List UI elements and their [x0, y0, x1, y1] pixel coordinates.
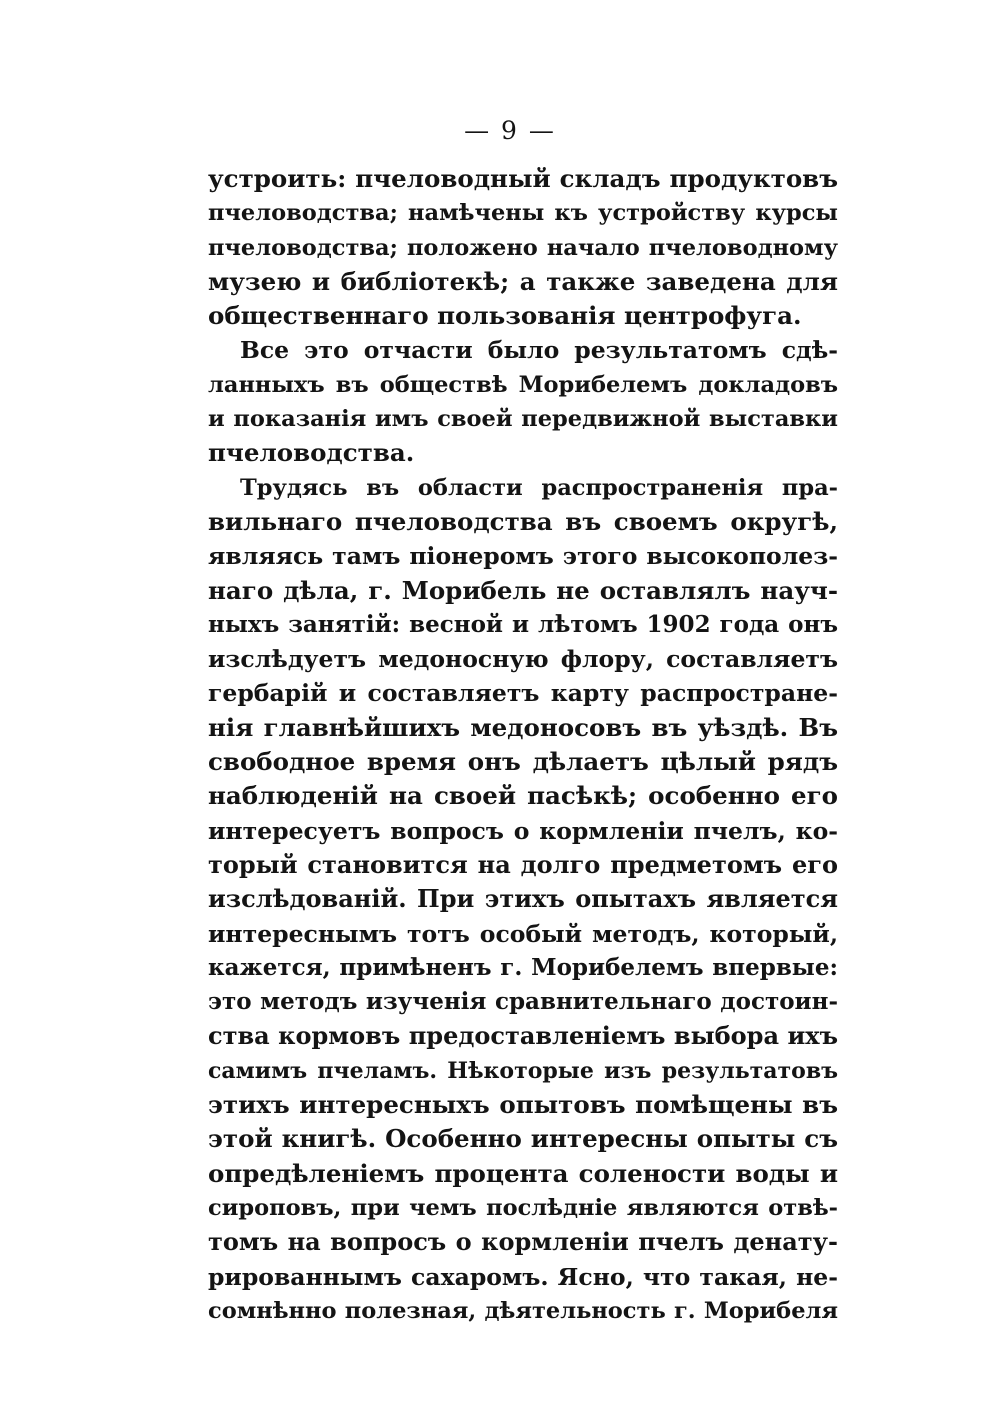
text-line: пчеловодства. [208, 438, 415, 468]
text-line: нія главнѣйшихъ медоносовъ въ уѣздѣ. Въ [208, 712, 838, 742]
text-line: томъ на вопросъ о кормленіи пчелъ денату- [208, 1227, 838, 1257]
text-line: общественнаго пользованія центрофуга. [208, 301, 802, 331]
text-line: изслѣдованій. При этихъ опытахъ является [208, 884, 838, 914]
paragraph-1 [208, 162, 838, 333]
text-line: являясь тамъ піонеромъ этого высокополез- [208, 542, 838, 571]
text-line: ланныхъ въ обществѣ Морибелемъ докладовъ [208, 371, 838, 398]
text-line: кажется, примѣненъ г. Морибелемъ впервые: [208, 953, 838, 981]
text-line: ныхъ занятій: весной и лѣтомъ 1902 года онъ [208, 610, 838, 638]
text-line: сироповъ, при чемъ послѣдніе являются отвѣ- [208, 1194, 838, 1221]
text-line: музею и библіотекѣ; а также заведена для [208, 266, 838, 296]
text-line: этой книгѣ. Особенно интересны опыты съ [208, 1124, 838, 1154]
text-line: и показанія имъ своей передвижной выставки [208, 406, 838, 433]
paragraph-3 [208, 471, 838, 1328]
body-text [208, 162, 838, 1328]
text-line: пчеловодства; положено начало пчеловодному [208, 234, 838, 261]
text-line: устроить: пчеловодный складъ продуктовъ [208, 164, 838, 193]
text-line: это методъ изученія сравнительнаго достоин- [208, 988, 838, 1016]
text-line: рированнымъ сахаромъ. Ясно, что такая, не- [208, 1262, 838, 1291]
text-line: вильнаго пчеловодства въ своемъ округѣ, [208, 506, 838, 536]
text-line: самимъ пчеламъ. Нѣкоторые изъ результатовъ [208, 1057, 838, 1084]
text-line: пчеловодства; намѣчены къ устройству курсы [208, 200, 838, 227]
paragraph-2 [208, 333, 838, 470]
text-line: сомнѣнно полезная, дѣятельность г. Морибеля [208, 1297, 838, 1324]
text-line: наго дѣла, г. Морибель не оставлялъ науч- [208, 575, 838, 605]
text-line: Трудясь въ области распространенія пра- [240, 474, 838, 501]
text-line: гербарій и составляетъ карту распростране- [208, 679, 838, 708]
text-line: наблюденій на своей пасѣкѣ; особенно его [208, 781, 838, 811]
text-line: интересуетъ вопросъ о кормленіи пчелъ, ко- [208, 816, 838, 845]
text-line: свободное время онъ дѣлаетъ цѣлый рядъ [208, 747, 838, 777]
text-line: интереснымъ тотъ особый методъ, который, [208, 919, 838, 948]
text-line: Все это отчасти было результатомъ сдѣ- [240, 336, 838, 365]
text-line: торый становится на долго предметомъ его [208, 849, 838, 879]
text-line: изслѣдуетъ медоносную флору, составляетъ [208, 645, 838, 674]
text-line: этихъ интересныхъ опытовъ помѣщены въ [208, 1090, 838, 1120]
text-line: ства кормовъ предоставленіемъ выбора ихъ [208, 1021, 838, 1051]
text-line: опредѣленіемъ процента солености воды и [208, 1158, 838, 1188]
page-number: — 9 — [464, 116, 556, 145]
